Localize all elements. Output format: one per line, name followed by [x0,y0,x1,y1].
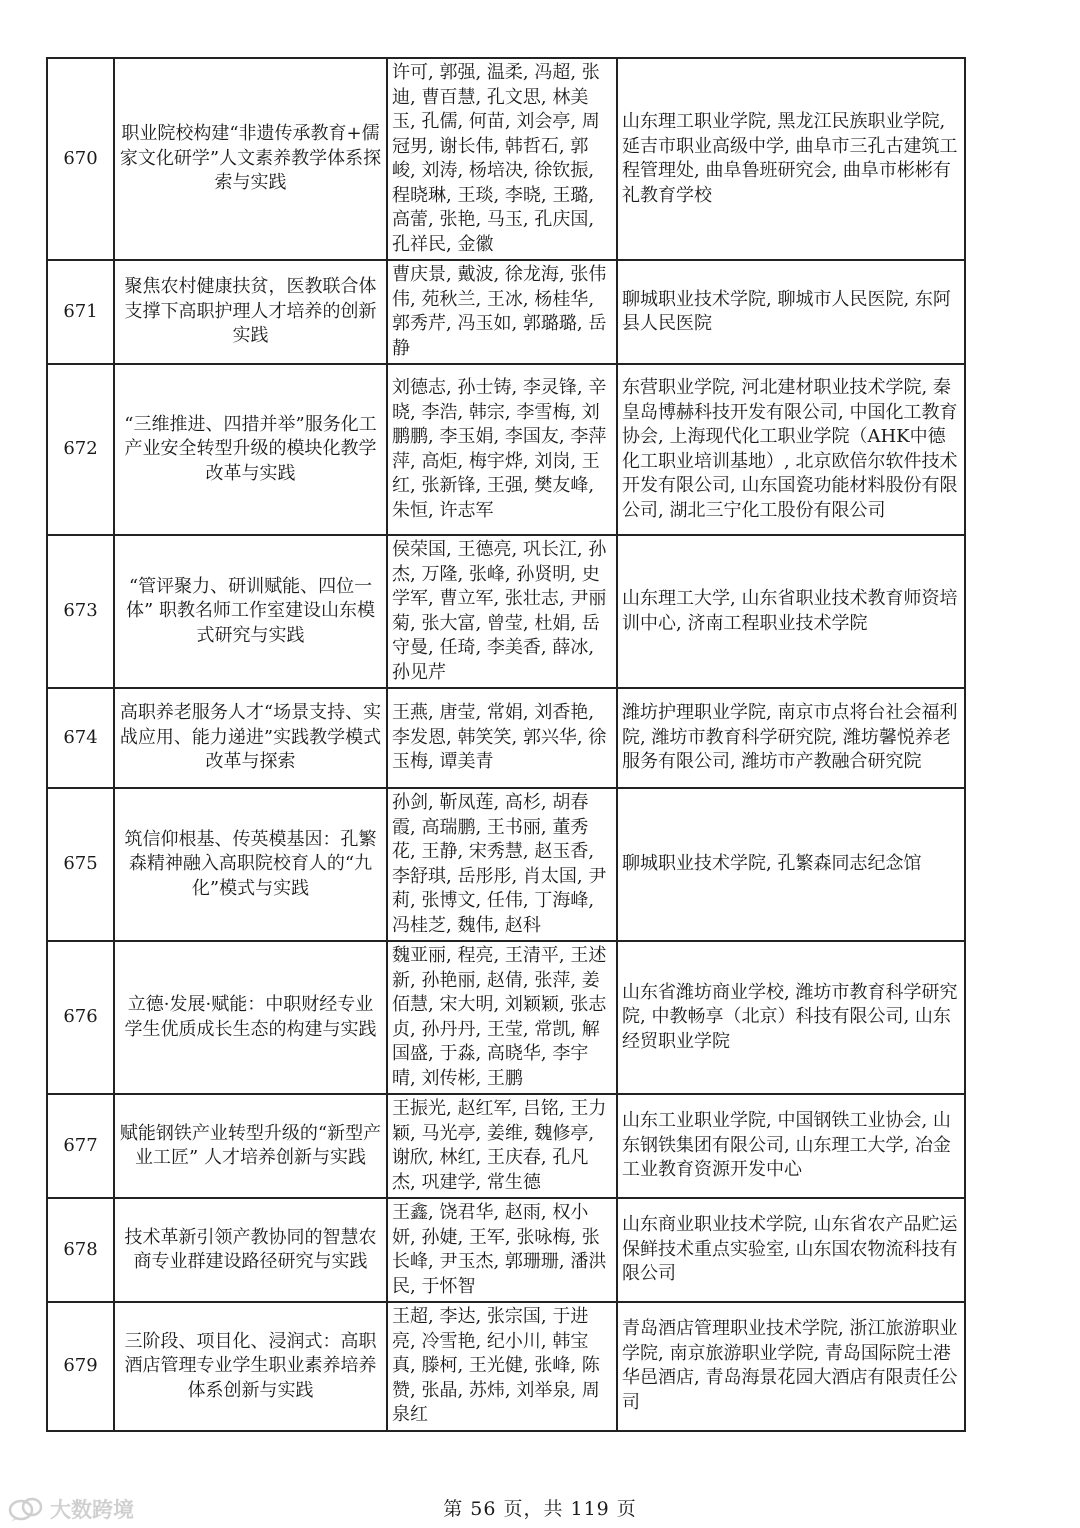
organization-list: 山东商业职业技术学院, 山东省农产品贮运保鲜技术重点实验室, 山东国农物流科技有限公司 [617,1198,965,1302]
organization-list: 聊城职业技术学院, 孔繁森同志纪念馆 [617,788,965,941]
member-list: 王振光, 赵红军, 吕铭, 王力颖, 马光亭, 姜维, 魏修亭, 谢欣, 林红, 王庆春, 孔凡杰, 巩建学, 常生德 [387,1094,617,1198]
table-row [47,260,965,364]
row-number: 678 [47,1198,114,1302]
organization-list: 山东理工职业学院, 黑龙江民族职业学院, 延吉市职业高级中学, 曲阜市三孔古建筑工程管理处, 曲阜鲁班研究会, 曲阜市彬彬有礼教育学校 [617,58,965,260]
row-number: 672 [47,364,114,535]
project-title: 三阶段、项目化、浸润式：高职酒店管理专业学生职业素养培养体系创新与实践 [114,1302,387,1431]
member-list: 王燕, 唐莹, 常娟, 刘香艳, 李发恩, 韩笑笑, 郭兴华, 徐玉梅, 谭美青 [387,688,617,788]
project-title: 高职养老服务人才“场景支持、实战应用、能力递进”实践教学模式改革与探索 [114,688,387,788]
member-list: 王超, 李达, 张宗国, 于进亮, 冷雪艳, 纪小川, 韩宝真, 滕柯, 王光健, 张峰, 陈赞, 张晶, 苏炜, 刘举泉, 周泉红 [387,1302,617,1431]
table-row [47,1198,965,1302]
organization-list: 聊城职业技术学院, 聊城市人民医院, 东阿县人民医院 [617,260,965,364]
table-row [47,788,965,941]
row-number: 676 [47,941,114,1094]
project-title: 聚焦农村健康扶贫，医教联合体支撑下高职护理人才培养的创新实践 [114,260,387,364]
member-list: 侯荣国, 王德亮, 巩长江, 孙杰, 万隆, 张峰, 孙贤明, 史学军, 曹立军, 张壮志, 尹丽菊, 张大富, 曾莹, 杜娟, 岳守曼, 任琦, 李美香, 薛冰, 孙见芹 [387,535,617,688]
row-number: 677 [47,1094,114,1198]
member-list: 王鑫, 饶君华, 赵雨, 权小妍, 孙婕, 王军, 张咏梅, 张长峰, 尹玉杰, 郭珊珊, 潘洪民, 于怀智 [387,1198,617,1302]
project-title: 筑信仰根基、传英模基因：孔繁森精神融入高职院校育人的“九化”模式与实践 [114,788,387,941]
table-row [47,688,965,788]
project-title: “管评聚力、研训赋能、四位一体” 职教名师工作室建设山东模式研究与实践 [114,535,387,688]
row-number: 675 [47,788,114,941]
table-row [47,941,965,1094]
member-list: 曹庆景, 戴波, 徐龙海, 张伟伟, 苑秋兰, 王冰, 杨桂华, 郭秀芹, 冯玉如, 郭璐璐, 岳静 [387,260,617,364]
row-number: 674 [47,688,114,788]
member-list: 孙剑, 靳凤莲, 高杉, 胡春霞, 高瑞鹏, 王书丽, 董秀花, 王静, 宋秀慧, 赵玉香, 李舒琪, 岳彤彤, 肖太国, 尹莉, 张博文, 任伟, 丁海峰, 冯桂芝, 魏伟, 赵科 [387,788,617,941]
project-title: 赋能钢铁产业转型升级的“新型产业工匠” 人才培养创新与实践 [114,1094,387,1198]
organization-list: 山东理工大学, 山东省职业技术教育师资培训中心, 济南工程职业技术学院 [617,535,965,688]
row-number: 679 [47,1302,114,1431]
awards-table [46,57,966,1432]
row-number: 671 [47,260,114,364]
watermark-text: 大数跨境 [50,1498,134,1522]
row-number: 670 [47,58,114,260]
project-title: 职业院校构建“非遗传承教育+儒家文化研学”人文素养教学体系探索与实践 [114,58,387,260]
organization-list: 潍坊护理职业学院, 南京市点将台社会福利院, 潍坊市教育科学研究院, 潍坊馨悦养老服务有限公司, 潍坊市产教融合研究院 [617,688,965,788]
project-title: 立德·发展·赋能：中职财经专业学生优质成长生态的构建与实践 [114,941,387,1094]
table-row [47,1094,965,1198]
organization-list: 山东工业职业学院, 中国钢铁工业协会, 山东钢铁集团有限公司, 山东理工大学, 冶金工业教育资源开发中心 [617,1094,965,1198]
table-row [47,535,965,688]
member-list: 许可, 郭强, 温柔, 冯超, 张迪, 曹百慧, 孔文思, 林美玉, 孔儒, 何苗, 刘会亭, 周冠男, 谢长伟, 韩哲石, 郭峻, 刘涛, 杨培决, 徐钦振, 程晓琳, 王琰, 李晓, 王璐, 高蕾, 张艳, 马玉, 孔庆国, 孔祥民, 金徽 [387,58,617,260]
organization-list: 青岛酒店管理职业技术学院, 浙江旅游职业学院, 南京旅游职业学院, 青岛国际院士港华邑酒店, 青岛海景花园大酒店有限责任公司 [617,1302,965,1431]
page-number: 第 56 页，共 119 页 [443,1498,637,1520]
organization-list: 山东省潍坊商业学校, 潍坊市教育科学研究院, 中教畅享（北京）科技有限公司, 山东经贸职业学院 [617,941,965,1094]
table-row [47,1302,965,1431]
table-row [47,58,965,260]
member-list: 刘德志, 孙士铸, 李灵锋, 辛晓, 李浩, 韩宗, 李雪梅, 刘鹏鹏, 李玉娟, 李国友, 李萍萍, 高炬, 梅宇烨, 刘岗, 王红, 张新锋, 王强, 樊友峰, 朱恒, 许志军 [387,364,617,535]
project-title: 技术革新引领产教协同的智慧农商专业群建设路径研究与实践 [114,1198,387,1302]
member-list: 魏亚丽, 程亮, 王清平, 王述新, 孙艳丽, 赵倩, 张萍, 姜佰慧, 宋大明, 刘颖颖, 张志贞, 孙丹丹, 王莹, 常凯, 解国盛, 于淼, 高晓华, 李宇晴, 刘传彬, 王鹏 [387,941,617,1094]
organization-list: 东营职业学院, 河北建材职业技术学院, 秦皇岛博赫科技开发有限公司, 中国化工教育协会, 上海现代化工职业学院（AHK中德化工职业培训基地）, 北京欧倍尔软件技术开发有限公司, 山东国瓷功能材料股份有限公司, 湖北三宁化工股份有限公司 [617,364,965,535]
table-row [47,364,965,535]
project-title: “三维推进、四措并举”服务化工产业安全转型升级的模块化教学改革与实践 [114,364,387,535]
row-number: 673 [47,535,114,688]
awards-table-wrapper [46,57,966,1432]
